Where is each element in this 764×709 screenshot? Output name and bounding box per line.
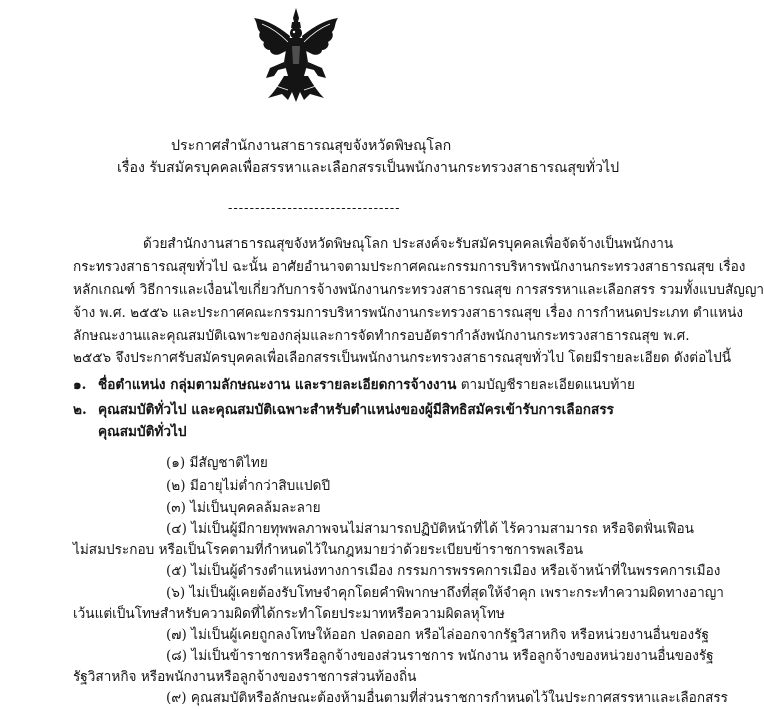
qualification-3: (๓) ไม่เป็นบุคคลล้มละลาย xyxy=(166,500,321,516)
agency-title: ประกาศสำนักงานสาธารณสุขจังหวัดพิษณุโลก xyxy=(171,138,452,154)
intro-line-4: จ้าง พ.ศ. ๒๕๕๖ และประกาศคณะกรรมการบริหารพนักงานกระทรวงสาธารณสุข เรื่อง การกำหนดประเภท ตำแหน่ง xyxy=(73,305,744,321)
title-separator: -------------------------------- xyxy=(228,201,401,216)
intro-line-3: หลักเกณฑ์ วิธีการและเงื่อนไขเกี่ยวกับการจ้างพนักงานกระทรวงสาธารณสุข การสรรหาและเลือกสรร รวมทั้งแบบสัญญา xyxy=(73,282,764,298)
qualification-5: (๕) ไม่เป็นผู้ดำรงตำแหน่งทางการเมือง กรรมการพรรคการเมือง หรือเจ้าหน้าที่ในพรรคการเมือง xyxy=(166,563,721,579)
section-1-heading xyxy=(98,377,635,393)
qualification-6-continued: เว้นแต่เป็นโทษสำหรับความผิดที่ได้กระทำโดยประมาทหรือความผิดลหุโทษ xyxy=(73,606,505,622)
section-2-number: ๒. xyxy=(73,402,87,418)
section-2-heading: คุณสมบัติทั่วไป และคุณสมบัติเฉพาะสำหรับตำแหน่งของผู้มีสิทธิสมัครเข้ารับการเลือกสรร xyxy=(98,402,614,418)
qualification-4-continued: ไม่สมประกอบ หรือเป็นโรคตามที่กำหนดไว้ในกฎหมายว่าด้วยระเบียบข้าราชการพลเรือน xyxy=(73,542,584,558)
qualification-7: (๗) ไม่เป็นผู้เคยถูกลงโทษให้ออก ปลดออก หรือไล่ออกจากรัฐวิสาหกิจ หรือหน่วยงานอื่นของรัฐ xyxy=(166,627,709,643)
intro-line-5: ลักษณะงานและคุณสมบัติเฉพาะของกลุ่มและการจัดทำกรอบอัตรากำลังพนักงานกระทรวงสาธารณสุข พ.ศ. xyxy=(73,328,690,344)
qualification-2: (๒) มีอายุไม่ต่ำกว่าสิบแปดปี xyxy=(166,478,331,494)
section-1-reference: ตามบัญชีรายละเอียดแนบท้าย xyxy=(460,377,635,393)
qualification-8: (๘) ไม่เป็นข้าราชการหรือลูกจ้างของส่วนราชการ พนักงาน หรือลูกจ้างของหน่วยงานอื่นของรัฐ xyxy=(166,648,714,664)
intro-line-6: ๒๕๕๖ จึงประกาศรับสมัครบุคคลเพื่อเลือกสรรเป็นพนักงานกระทรวงสาธารณสุขทั่วไป โดยมีรายละเอียด ดังต่อไปนี้ xyxy=(73,350,732,366)
qualification-8-continued: รัฐวิสาหกิจ หรือพนักงานหรือลูกจ้างของราชการส่วนท้องถิ่น xyxy=(73,669,417,685)
qualification-9: (๙) คุณสมบัติหรือลักษณะต้องห้ามอื่นตามที่ส่วนราชการกำหนดไว้ในประกาศสรรหาและเลือกสรร xyxy=(166,690,728,706)
intro-line-2: กระทรวงสาธารณสุขทั่วไป ฉะนั้น อาศัยอำนาจตามประกาศคณะกรรมการบริหารพนักงานกระทรวงสาธารณสุข เรื่อง xyxy=(73,259,746,275)
announcement-subject: เรื่อง รับสมัครบุคคลเพื่อสรรหาและเลือกสรรเป็นพนักงานกระทรวงสาธารณสุขทั่วไป xyxy=(117,160,620,176)
section-1-number: ๑. xyxy=(73,377,87,393)
section-1-title: ชื่อตำแหน่ง กลุ่มตามลักษณะงาน และรายละเอียดการจ้างงาน xyxy=(98,377,457,393)
qualification-4: (๔) ไม่เป็นผู้มีกายทุพพลภาพจนไม่สามารถปฏิบัติหน้าที่ได้ ไร้ความสามารถ หรือจิตฟั่นเฟือน xyxy=(166,521,694,537)
qualification-1: (๑) มีสัญชาติไทย xyxy=(166,455,268,471)
intro-line-1: ด้วยสำนักงานสาธารณสุขจังหวัดพิษณุโลก ประสงค์จะรับสมัครบุคคลเพื่อจัดจ้างเป็นพนักงาน xyxy=(143,236,674,252)
general-qualifications-heading: คุณสมบัติทั่วไป xyxy=(98,424,187,440)
garuda-emblem xyxy=(248,6,344,108)
qualification-6: (๖) ไม่เป็นผู้เคยต้องรับโทษจำคุกโดยคำพิพากษาถึงที่สุดให้จำคุก เพราะกระทำความผิดทางอาญา xyxy=(166,585,724,601)
